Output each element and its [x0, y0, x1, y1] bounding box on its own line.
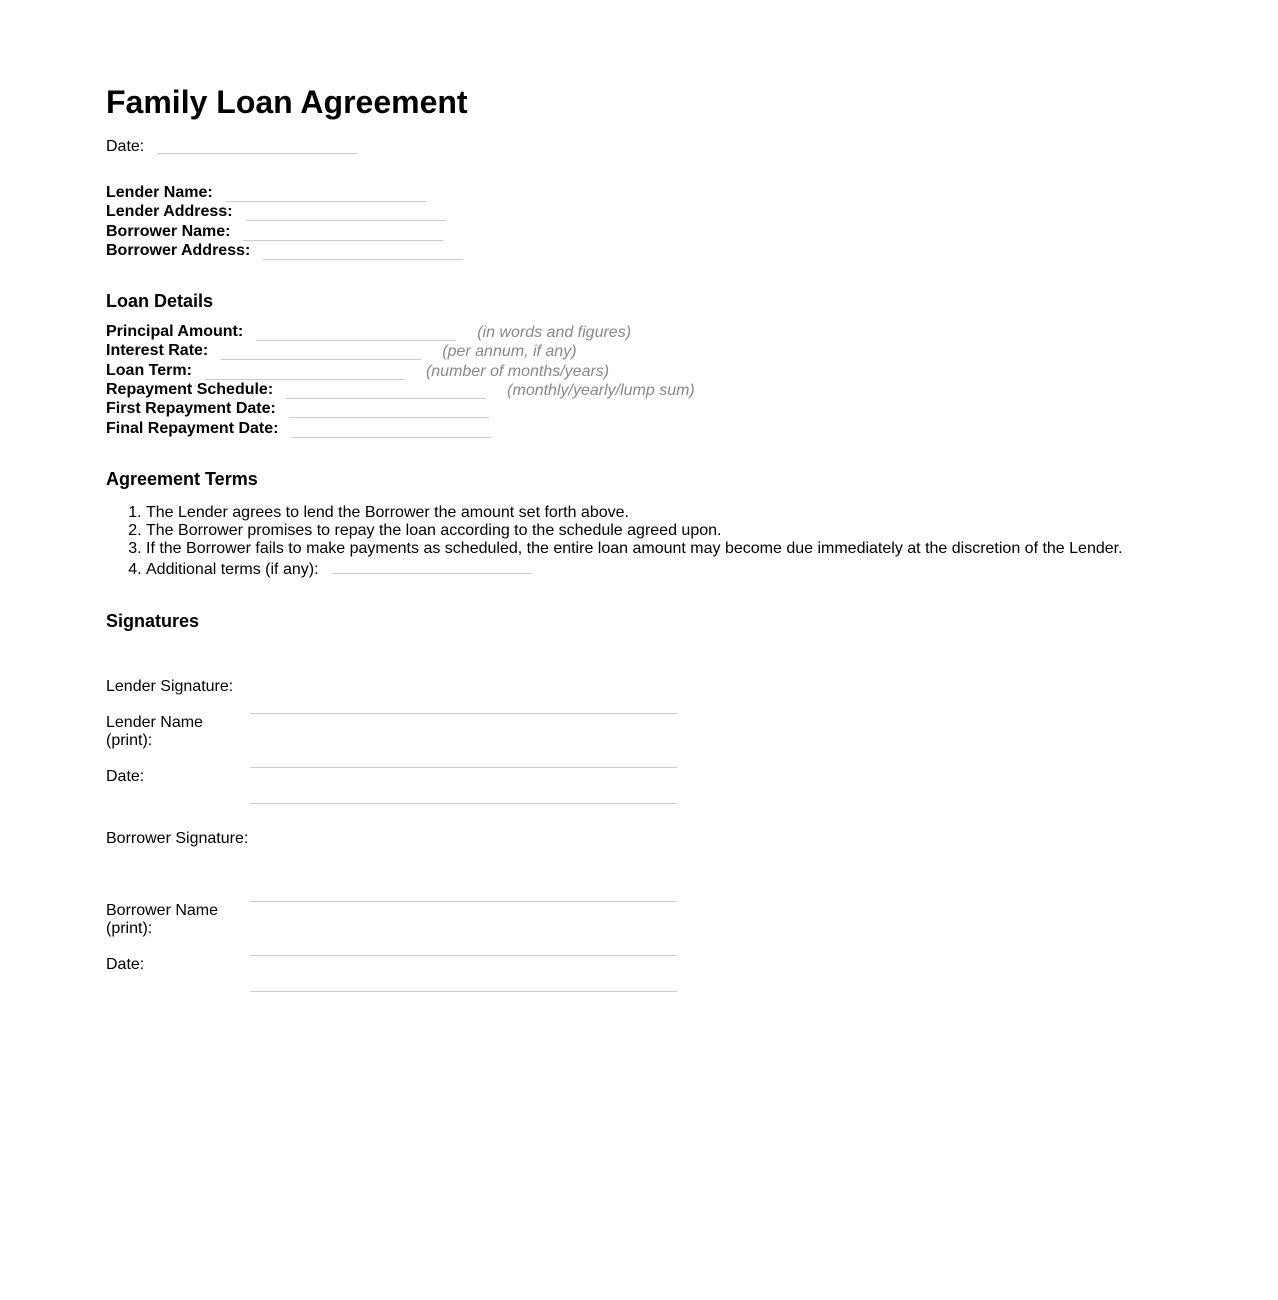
first-repayment-date-row — [106, 399, 1206, 418]
agreement-terms-section — [106, 468, 1206, 579]
first-repayment-date-label: First Repayment Date: — [106, 400, 276, 418]
lender-address-field[interactable] — [246, 202, 446, 221]
terms-list — [106, 504, 1206, 579]
agreement-terms-heading: Agreement Terms — [106, 468, 258, 489]
principal-amount-field[interactable] — [256, 322, 456, 341]
lender-signature-field[interactable] — [250, 678, 677, 714]
loan-term-field[interactable] — [205, 361, 405, 380]
signatures-heading: Signatures — [106, 610, 200, 631]
interest-rate-field[interactable] — [221, 341, 421, 360]
borrower-name-print-label: Borrower Name (print): — [106, 901, 219, 937]
borrower-date-row — [106, 956, 1206, 992]
loan-agreement-document — [106, 80, 1206, 992]
lender-name-print-label: Lender Name (print): — [106, 713, 203, 749]
loan-details-heading: Loan Details — [106, 291, 214, 312]
party-info — [106, 183, 1206, 260]
borrower-signature-field[interactable] — [250, 830, 677, 902]
borrower-date-field[interactable] — [250, 956, 677, 992]
borrower-address-field[interactable] — [263, 241, 463, 260]
repayment-schedule-row — [106, 380, 1206, 399]
principal-amount-label: Principal Amount: — [106, 323, 244, 341]
lender-date-row — [106, 768, 1206, 804]
date-field[interactable] — [157, 136, 357, 154]
borrower-name-label: Borrower Name: — [106, 222, 231, 240]
additional-terms-field[interactable] — [332, 558, 532, 574]
lender-signature-row — [106, 678, 1206, 714]
borrower-name-row — [106, 222, 1206, 241]
lender-name-label: Lender Name: — [106, 184, 213, 201]
lender-name-print-field[interactable] — [250, 714, 677, 768]
term-item-additional — [146, 558, 1206, 579]
date-row — [106, 136, 1206, 158]
loan-term-label: Loan Term: — [106, 361, 192, 379]
lender-signature-label: Lender Signature: — [106, 677, 234, 695]
borrower-address-row — [106, 241, 1206, 260]
principal-amount-row — [106, 322, 1206, 341]
loan-details-section — [106, 290, 1206, 438]
borrower-name-field[interactable] — [243, 222, 443, 241]
date-label: Date: — [106, 138, 145, 155]
term-item: 2. The Borrower promises to repay the loan according to the schedule agreed upon. — [146, 522, 1206, 540]
document-title: Family Loan Agreement — [106, 84, 468, 120]
final-repayment-date-field[interactable] — [291, 419, 491, 438]
term-item: 3. If the Borrower fails to make payments as scheduled, the entire loan amount may become due immediately at the discretion of the Lender. — [146, 540, 1206, 558]
lender-name-field[interactable] — [226, 183, 426, 202]
lender-address-row — [106, 202, 1206, 221]
signature-table — [106, 678, 1206, 992]
final-repayment-date-row — [106, 419, 1206, 438]
borrower-signature-row — [106, 830, 1206, 902]
lender-date-field[interactable] — [250, 768, 677, 804]
interest-rate-label: Interest Rate: — [106, 342, 209, 360]
interest-rate-row — [106, 341, 1206, 360]
interest-rate-hint: (per annum, if any) — [442, 343, 577, 361]
repayment-schedule-hint: (monthly/yearly/lump sum) — [507, 382, 695, 400]
first-repayment-date-field[interactable] — [289, 399, 489, 418]
lender-address-label: Lender Address: — [106, 203, 233, 221]
lender-date-label: Date: — [106, 767, 145, 785]
lender-name-row — [106, 183, 1206, 202]
borrower-address-label: Borrower Address: — [106, 241, 251, 259]
borrower-name-print-field[interactable] — [250, 902, 677, 956]
additional-terms-label: Additional terms (if any): — [146, 560, 319, 578]
loan-term-hint: (number of months/years) — [425, 362, 610, 380]
signatures-section — [106, 610, 1206, 992]
repayment-schedule-label: Repayment Schedule: — [106, 381, 274, 399]
term-item: 1. The Lender agrees to lend the Borrower the amount set forth above. — [146, 504, 1206, 522]
lender-name-print-row — [106, 714, 1206, 768]
loan-term-row — [106, 361, 1206, 380]
principal-amount-hint: (in words and figures) — [477, 324, 632, 342]
borrower-name-print-row — [106, 902, 1206, 956]
repayment-schedule-field[interactable] — [286, 380, 486, 399]
final-repayment-date-label: Final Repayment Date: — [106, 419, 279, 437]
borrower-date-label: Date: — [106, 955, 145, 973]
borrower-signature-label: Borrower Signature: — [106, 829, 249, 847]
